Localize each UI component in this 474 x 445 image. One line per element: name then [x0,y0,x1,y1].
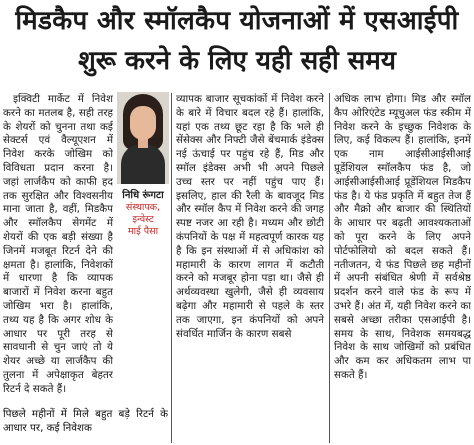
column-2-text: व्यापक बाजार सूचकांकों में निवेश करने के बारे में विचार बदल रहे हैं। हालांकि, यहां एक तथ्य छूट रहा है कि भले ही सेंसेक्स और निफ्टी जैसे बेंचमार्क इंडेक्स नई ऊंचाई पर पहुंच रहे हैं, मिड और स्मॉल इंडेक्स अभी भी अपने पिछले उच्च स्तर पर नहीं पहुंच पाए हैं। इसलिए, हाल की रैली के बावजूद मिड और स्मॉल कैप में निवेश करने की जगह स्पष्ट नजर आ रही है। मध्यम और छोटी कंपनियों के पक्ष में महत्वपूर्ण कारक यह है कि इन संस्थाओं में से अधिकांश को महामारी के कारण लागत में कटौती करने को मजबूर होना पड़ा था। जैसे ही अर्थव्यवस्था खुलेगी, जैसे ही व्यवसाय बढ़ेगा और महामारी से पहले के स्तर तक जाएगा, इन कंपनियों को अपने संवर्धित मार्जिन के कारण सबसे [176,93,324,340]
author-role-line-2: माई पैसा [127,226,159,237]
article-column-1 [3,93,113,445]
column-divider-1 [171,93,172,443]
column-3-text: अधिक लाभ होगा। मिड और स्मॉल कैप ओरिएंटेड म्यूचुअल फंड स्कीम में निवेश करने के इच्छुक निवेशक के लिए, कई विकल्प हैं। हालांकि, इनमें एक नाम आईसीआईसीआई प्रूडेंशियल स्मॉलकैप फंड है, जो आईसीआईसीआई प्रूडेंशियल मिडकैप फंड है। ये फंड प्रकृति में बहुत तेज हैं और मैक्रो और बाजार की स्थितियों के आधार पर बढ़ती आवश्यकताओं को पूरा करने के लिए अपने पोर्टफोलियो को बदल सकते हैं। नतीजतन, ये फंड पिछले छह महीनों में अपनी संबंधित श्रेणी में सर्वश्रेष्ठ प्रदर्शन करने वाले फंड के रूप में उभरे हैं। अंत में, यही निवेश करने का सबसे अच्छा तरीका एसआईपी है। समय के साथ, निवेशक समयबद्ध निवेश के साथ जोखिमों को प्रबंधित और कम कर अधिकतम लाभ पा सकते हैं। [334,93,471,381]
column-1-bottom-text: पिछले महीनों में मिले बहुत बड़े रिटर्न के आधार पर, कई निवेशक [3,408,168,435]
author-photo [117,92,169,184]
author-role-line-1: संस्थापक, इन्वेस्ट [125,202,161,225]
author-name: निधि रूंगटा [122,190,164,201]
article-column-3 [334,93,471,445]
article-column-1-continued [3,398,168,445]
column-1-text: इक्विटी मार्केट में निवेश करने का मतलब है, सही तरह के शेयरों को चुनना तथा कई सेक्टर्स एवं वैल्यूएशन में निवेश करके जोखिम को विविधता प्रदान करना है। जहां लार्जकैप को काफी हद तक सुरक्षित और विश्वसनीय माना जाता है, वहीं, मिडकैप और स्मॉलकैप सेगमेंट में शेयरों की एक बड़ी संख्या है जिनमें मजबूत रिटर्न देने की क्षमता है। हालांकि, निवेशकों में धारणा है कि व्यापक बाजारों में निवेश करना बहुत जोखिम भरा है। हालांकि, तथ्य यह है कि अगर शोध के आधार पर पूरी तरह से सावधानी से चुन जाएं तो ये शेयर अच्छे या लार्जकैप की तुलना में अपेक्षाकृत बेहतर रिटर्न दे सकते हैं। [3,93,113,395]
article-column-2 [176,93,324,445]
author-byline [117,189,169,238]
headline-line-1: मिडकैप और स्मॉलकैप योजनाओं में एसआईपी [15,6,459,36]
column-divider-2 [329,93,330,443]
author-box [117,92,169,255]
headline-line-2: शुरू करने के लिए यही सही समय [78,46,396,76]
